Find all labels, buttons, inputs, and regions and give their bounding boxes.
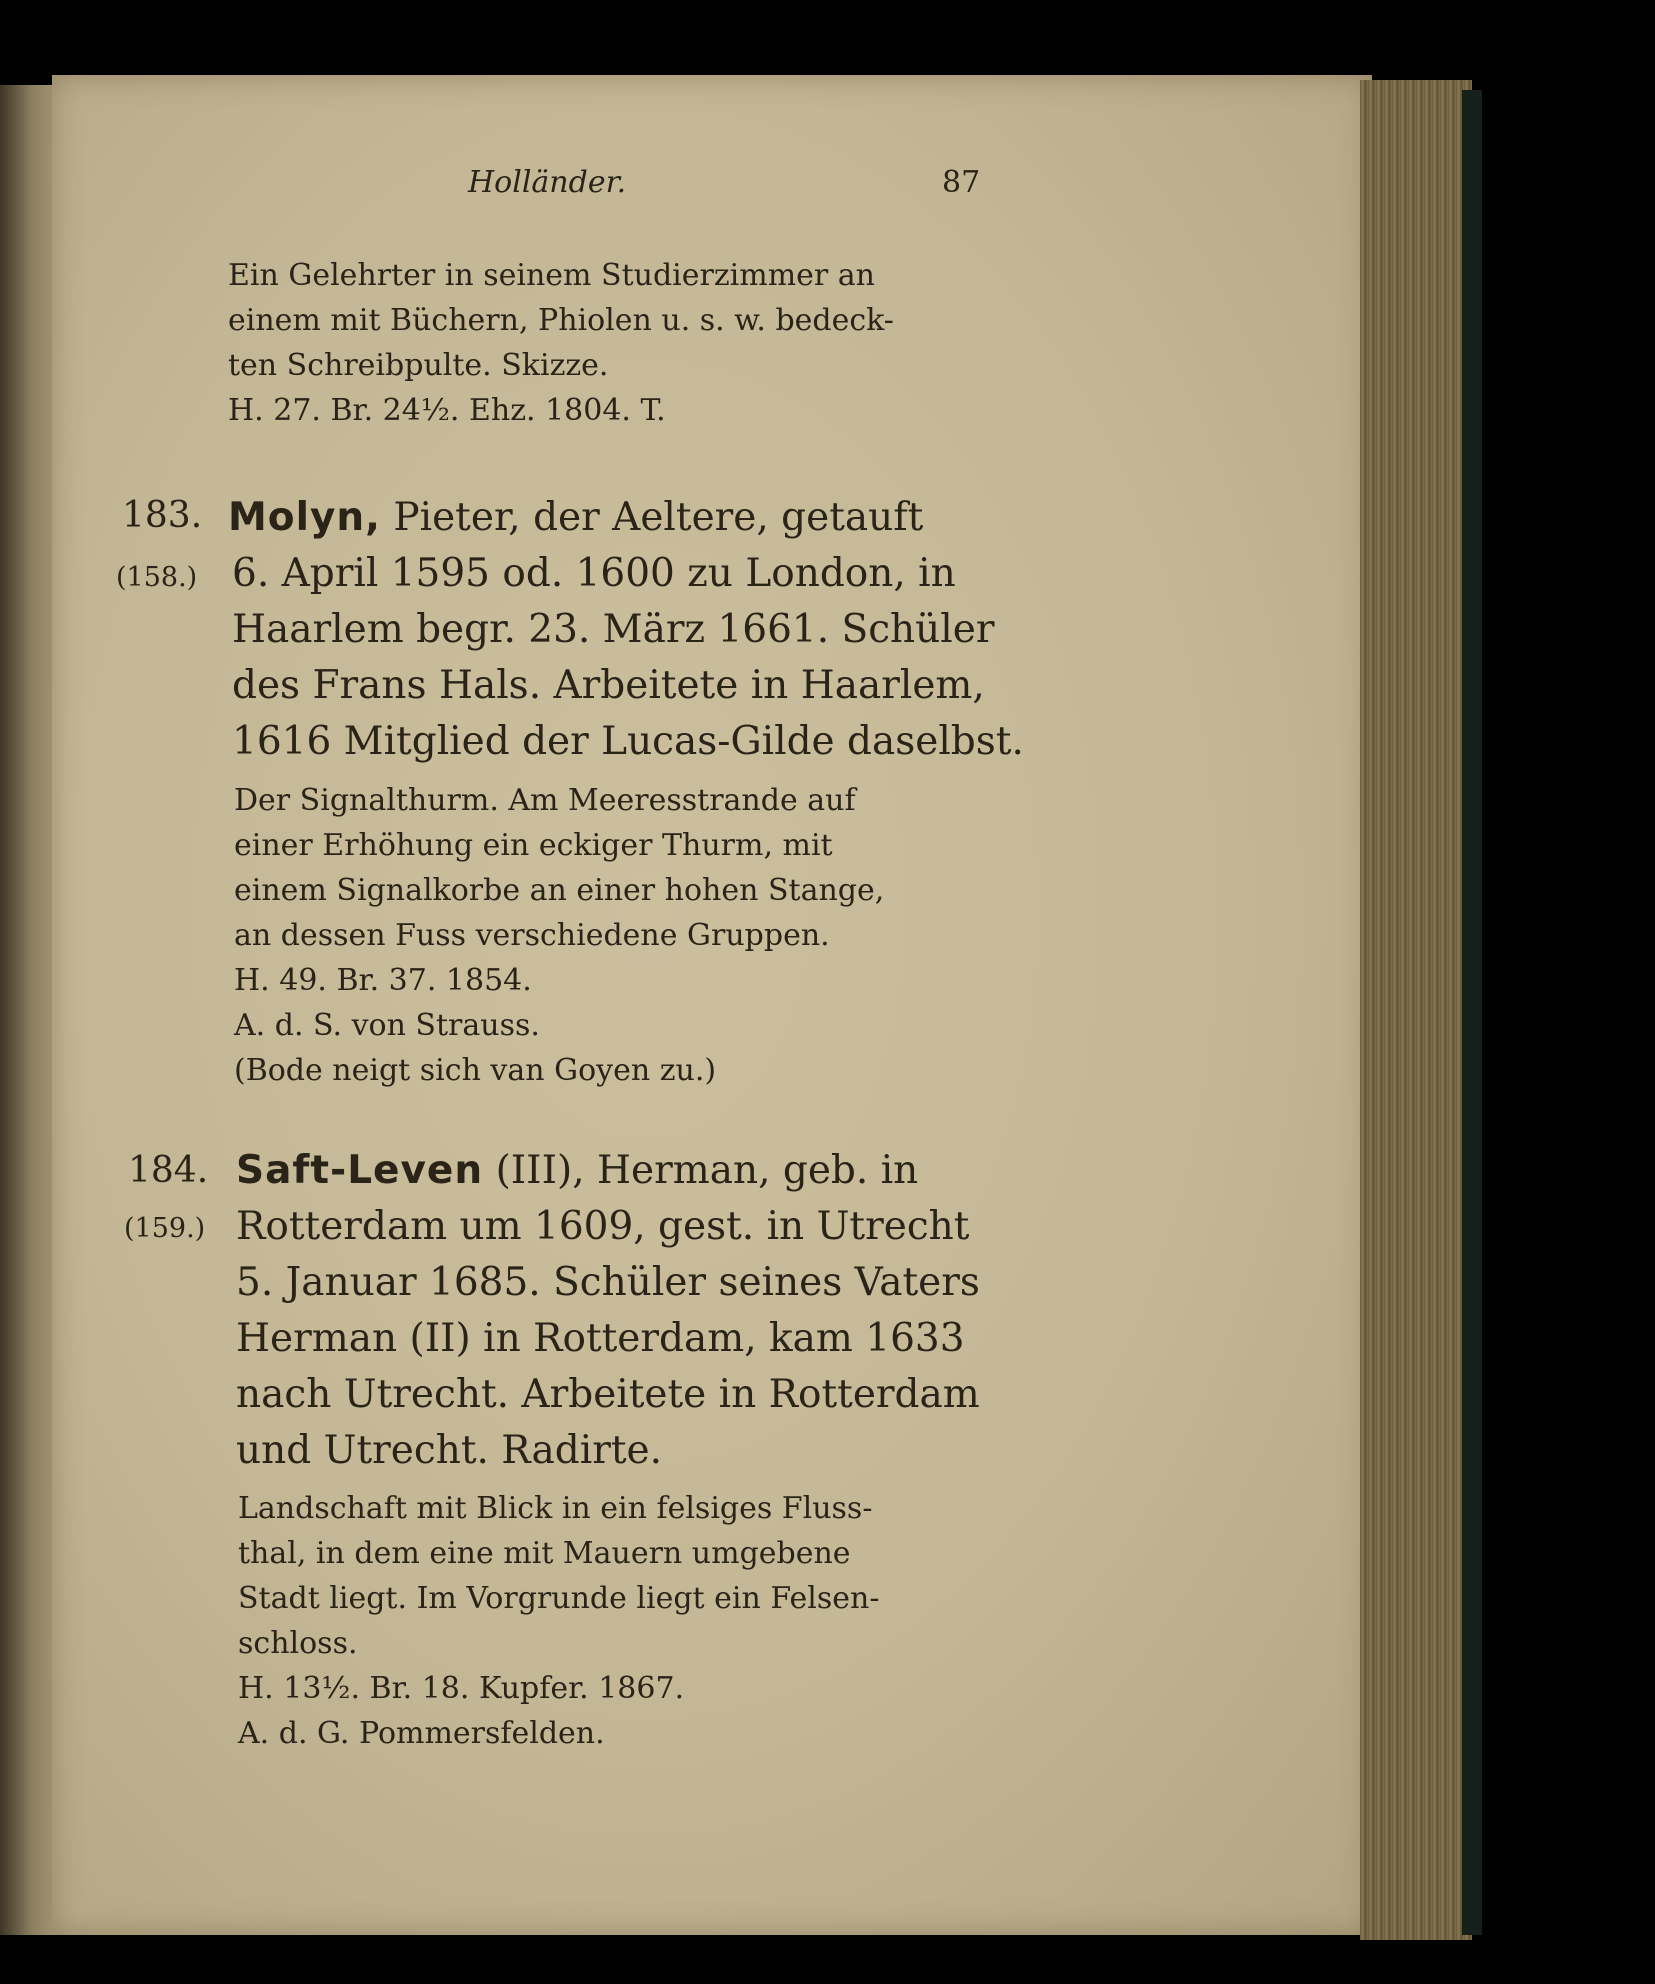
old-entry-number: (159.) bbox=[124, 1213, 206, 1244]
entry-heading bbox=[236, 1143, 918, 1199]
work-line: einer Erhöhung ein eckiger Thurm, mit bbox=[234, 828, 833, 863]
text-line: einem mit Büchern, Phiolen u. s. w. bedeck- bbox=[228, 303, 894, 338]
work-line: Landschaft mit Blick in ein felsiges Fluss- bbox=[238, 1491, 873, 1526]
work-line: Stadt liegt. Im Vorgrunde liegt ein Felsen- bbox=[238, 1581, 880, 1616]
page-number: 87 bbox=[942, 165, 981, 200]
book-cover-edge bbox=[1462, 90, 1482, 1935]
bio-line: Herman (II) in Rotterdam, kam 1633 bbox=[236, 1316, 965, 1361]
page-stack-edges bbox=[1360, 80, 1472, 1940]
text-line: Ein Gelehrter in seinem Studierzimmer an bbox=[228, 258, 875, 293]
work-line: einem Signalkorbe an einer hohen Stange, bbox=[234, 873, 885, 908]
old-entry-number: (158.) bbox=[116, 562, 198, 593]
work-line: thal, in dem eine mit Mauern umgebene bbox=[238, 1536, 851, 1571]
running-header-title: Holländer. bbox=[468, 165, 627, 200]
work-line: H. 13½. Br. 18. Kupfer. 1867. bbox=[238, 1671, 685, 1706]
work-line: A. d. G. Pommersfelden. bbox=[238, 1716, 605, 1751]
left-page-edge bbox=[0, 85, 58, 1935]
artist-name: Saft-Leven bbox=[236, 1148, 484, 1193]
work-line: Der Signalthurm. Am Meeresstrande auf bbox=[234, 783, 856, 818]
heading-rest: Pieter, der Aeltere, getauft bbox=[393, 495, 924, 540]
bio-line: 6. April 1595 od. 1600 zu London, in bbox=[232, 551, 956, 596]
work-line: A. d. S. von Strauss. bbox=[234, 1008, 540, 1043]
entry-number: 184. bbox=[128, 1150, 209, 1191]
bio-line: des Frans Hals. Arbeitete in Haarlem, bbox=[232, 663, 985, 708]
bio-line: Rotterdam um 1609, gest. in Utrecht bbox=[236, 1204, 970, 1249]
artist-name: Molyn, bbox=[228, 495, 381, 540]
bio-line: nach Utrecht. Arbeitete in Rotterdam bbox=[236, 1372, 980, 1417]
work-line: an dessen Fuss verschiedene Gruppen. bbox=[234, 918, 830, 953]
bio-line: 5. Januar 1685. Schüler seines Vaters bbox=[236, 1260, 980, 1305]
text-line: H. 27. Br. 24½. Ehz. 1804. T. bbox=[228, 393, 666, 428]
work-line: (Bode neigt sich van Goyen zu.) bbox=[234, 1053, 717, 1088]
heading-rest: (III), Herman, geb. in bbox=[495, 1148, 919, 1193]
work-line: schloss. bbox=[238, 1626, 358, 1661]
entry-heading bbox=[228, 490, 923, 546]
bio-line: Haarlem begr. 23. März 1661. Schüler bbox=[232, 607, 995, 652]
work-line: H. 49. Br. 37. 1854. bbox=[234, 963, 532, 998]
entry-number: 183. bbox=[122, 495, 203, 536]
text-line: ten Schreibpulte. Skizze. bbox=[228, 348, 609, 383]
bio-line: 1616 Mitglied der Lucas-Gilde daselbst. bbox=[232, 719, 1024, 764]
bio-line: und Utrecht. Radirte. bbox=[236, 1428, 663, 1473]
